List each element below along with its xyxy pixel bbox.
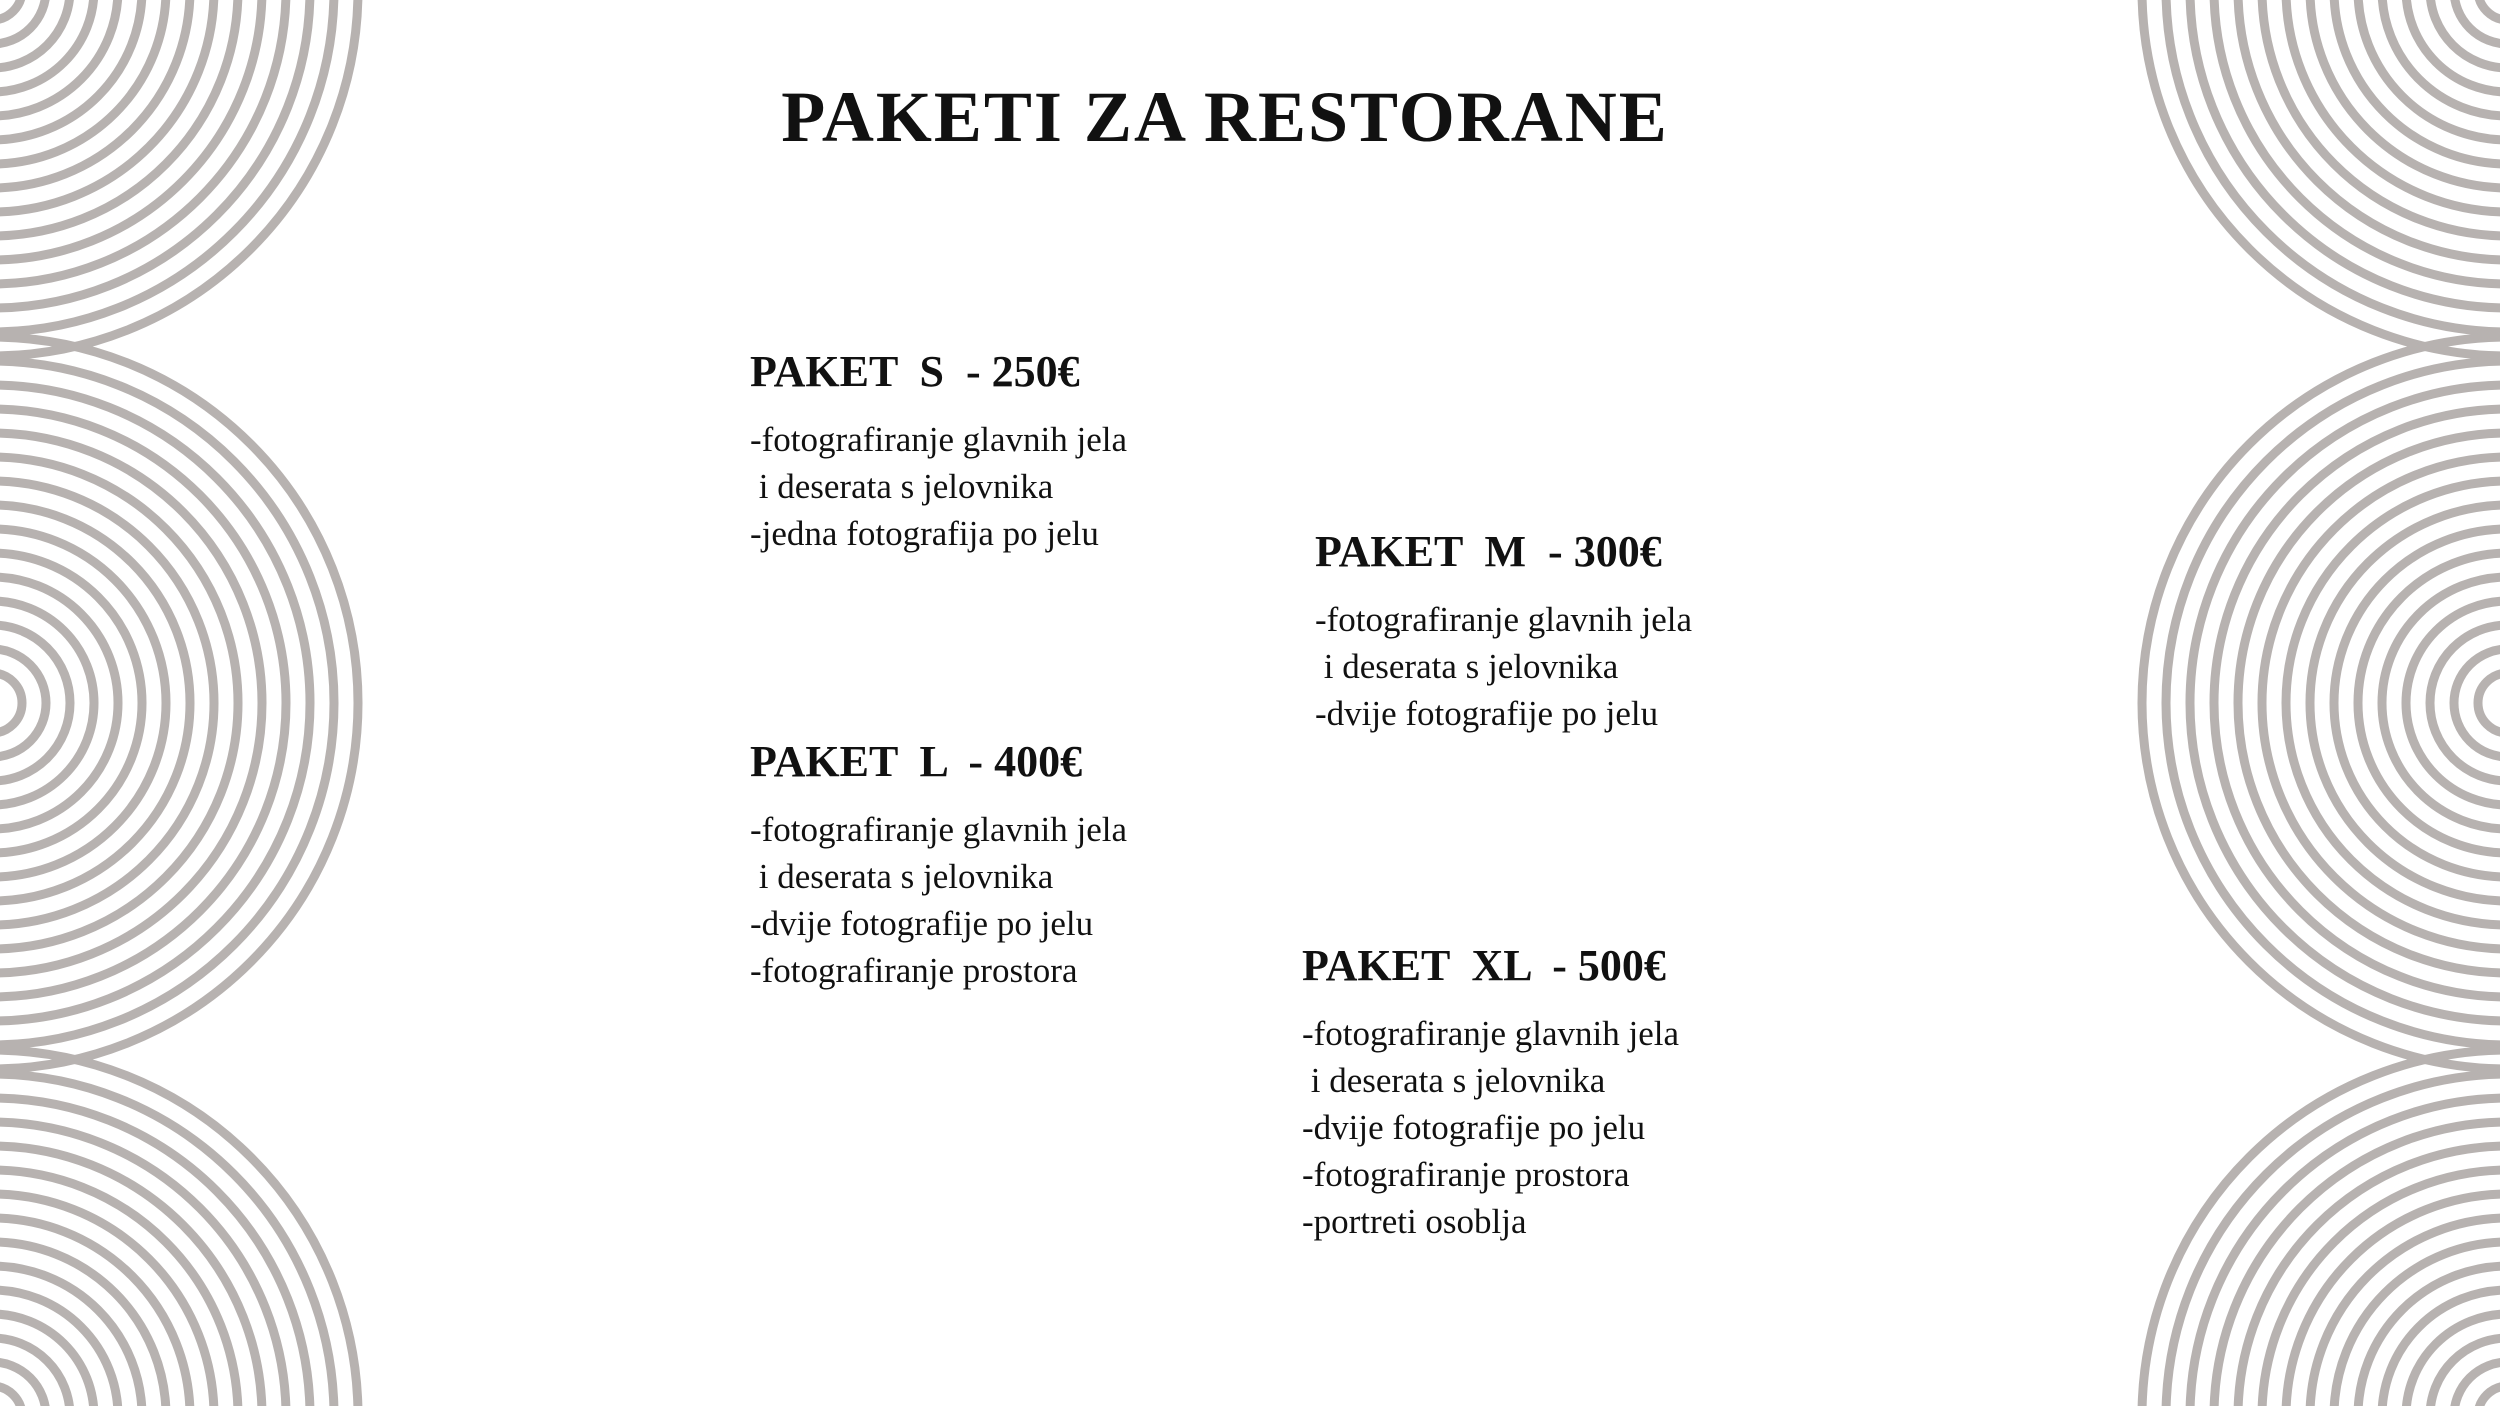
package-feature: -fotografiranje glavnih jela <box>750 420 1128 459</box>
page-title: PAKETI ZA RESTORANE <box>781 77 1669 157</box>
package-l-features <box>750 806 1127 994</box>
decorative-arc <box>2454 1362 2500 1406</box>
package-xl-features <box>1302 1010 1679 1245</box>
decorative-arc <box>0 1386 22 1406</box>
package-m-heading: PAKET M - 300€ <box>1315 527 1662 576</box>
package-s-heading: PAKET S - 250€ <box>750 347 1080 396</box>
package-l-heading: PAKET L - 400€ <box>750 737 1083 786</box>
package-feature: -portreti osoblja <box>1302 1202 1527 1241</box>
package-feature: -dvije fotografije po jelu <box>1315 694 1659 733</box>
right-concentric-arcs-decoration <box>2130 0 2500 1406</box>
decorative-arc <box>2454 0 2500 44</box>
decorative-arc <box>0 673 22 733</box>
decorative-arc <box>2478 673 2500 733</box>
decorative-arc <box>0 0 46 44</box>
decorative-arc <box>0 1122 286 1406</box>
package-feature: -jedna fotografija po jelu <box>750 514 1099 553</box>
package-m-features <box>1315 596 1692 737</box>
package-m <box>1315 527 1693 737</box>
package-feature: i deserata s jelovnika <box>1315 647 1619 686</box>
left-concentric-arcs-decoration <box>0 0 370 1406</box>
package-feature: i deserata s jelovnika <box>1302 1061 1606 1100</box>
decorative-arc <box>2214 1122 2500 1406</box>
decorative-arc <box>0 0 22 20</box>
package-feature: i deserata s jelovnika <box>750 467 1054 506</box>
decorative-arc <box>0 1362 46 1406</box>
package-feature: -dvije fotografije po jelu <box>750 904 1094 943</box>
concentric-arcs-icon <box>0 0 370 1406</box>
package-l <box>750 737 1128 994</box>
concentric-arcs-icon <box>2130 0 2500 1406</box>
package-feature: -dvije fotografije po jelu <box>1302 1108 1646 1147</box>
package-feature: i deserata s jelovnika <box>750 857 1054 896</box>
package-xl-heading: PAKET XL - 500€ <box>1302 941 1666 990</box>
package-s <box>750 347 1128 557</box>
package-s-features <box>750 416 1127 557</box>
package-feature: -fotografiranje glavnih jela <box>1315 600 1693 639</box>
decorative-arc <box>2358 1266 2500 1406</box>
package-feature: -fotografiranje prostora <box>1302 1155 1630 1194</box>
package-xl <box>1302 941 1680 1245</box>
package-feature: -fotografiranje glavnih jela <box>750 810 1128 849</box>
decorative-arc <box>2478 0 2500 20</box>
package-feature: -fotografiranje glavnih jela <box>1302 1014 1680 1053</box>
package-feature: -fotografiranje prostora <box>750 951 1078 990</box>
decorative-arc <box>0 1266 142 1406</box>
decorative-arc <box>2478 1386 2500 1406</box>
